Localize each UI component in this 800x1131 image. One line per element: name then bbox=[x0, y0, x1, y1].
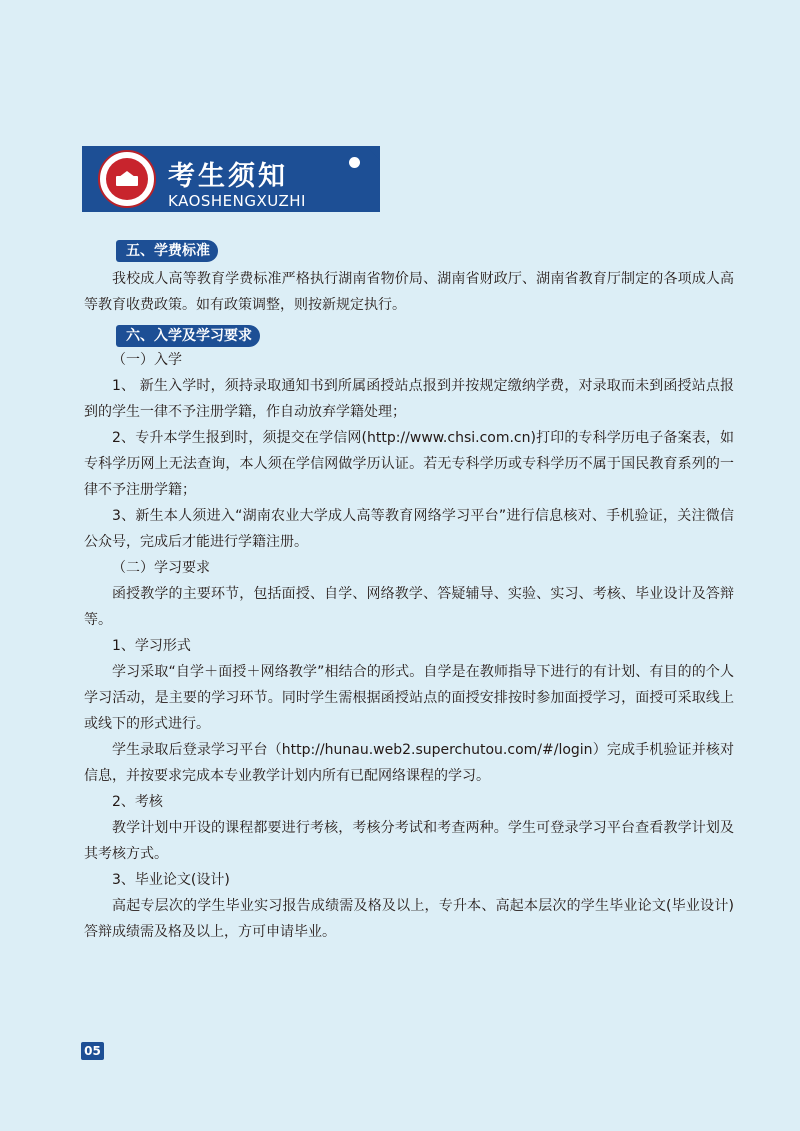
section-label-tuition: 五、学费标准 bbox=[116, 240, 218, 262]
logo-building bbox=[116, 176, 138, 186]
logo-emblem bbox=[106, 158, 148, 200]
paragraph: 我校成人高等教育学费标准严格执行湖南省物价局、湖南省财政厅、湖南省教育厅制定的各项成人高等教育收费政策。如有政策调整，则按新规定执行。 bbox=[84, 271, 734, 313]
page-subtitle: KAOSHENGXUZHI bbox=[168, 192, 306, 210]
subheading: 2、考核 bbox=[112, 794, 163, 810]
paragraph: 教学计划中开设的课程都要进行考核，考核分考试和考查两种。学生可登录学习平台查看教学计划及其考核方式。 bbox=[84, 820, 734, 862]
page-title: 考生须知 bbox=[168, 161, 288, 192]
subheading: 1、学习形式 bbox=[112, 638, 191, 654]
paragraph: 学习采取“自学＋面授＋网络教学”相结合的形式。自学是在教师指导下进行的有计划、有目的的个人学习活动，是主要的学习环节。同时学生需根据函授站点的面授安排按时参加面授学习，面授可采取线上或线下的形式进行。 bbox=[84, 664, 734, 732]
page-number: 05 bbox=[81, 1042, 104, 1060]
subheading: （二）学习要求 bbox=[112, 560, 210, 576]
university-logo bbox=[98, 150, 156, 208]
paragraph: 2、专升本学生报到时，须提交在学信网(http://www.chsi.com.cn)打印的专科学历电子备案表，如专科学历网上无法查询，本人须在学信网做学历认证。若无专科学历或专科学历不属于国民教育系列的一律不予注册学籍； bbox=[84, 430, 734, 498]
section-label-enrollment: 六、入学及学习要求 bbox=[116, 325, 260, 347]
subheading: 3、毕业论文(设计) bbox=[112, 872, 230, 888]
banner-dot-icon bbox=[349, 157, 360, 168]
subheading: （一）入学 bbox=[112, 352, 182, 368]
paragraph: 1、 新生入学时，须持录取通知书到所属函授站点报到并按规定缴纳学费，对录取而未到函授站点报到的学生一律不予注册学籍，作自动放弃学籍处理； bbox=[84, 378, 734, 420]
paragraph: 3、新生本人须进入“湖南农业大学成人高等教育网络学习平台”进行信息核对、手机验证，关注微信公众号，完成后才能进行学籍注册。 bbox=[84, 508, 734, 550]
content bbox=[84, 240, 734, 945]
paragraph: 学生录取后登录学习平台（http://hunau.web2.superchutou.com/#/login）完成手机验证并核对信息，并按要求完成本专业教学计划内所有已配网络课程的学习。 bbox=[84, 742, 734, 784]
paragraph: 高起专层次的学生毕业实习报告成绩需及格及以上，专升本、高起本层次的学生毕业论文(毕业设计)答辩成绩需及格及以上，方可申请毕业。 bbox=[84, 898, 734, 940]
paragraph: 函授教学的主要环节，包括面授、自学、网络教学、答疑辅导、实验、实习、考核、毕业设计及答辩等。 bbox=[84, 586, 734, 628]
